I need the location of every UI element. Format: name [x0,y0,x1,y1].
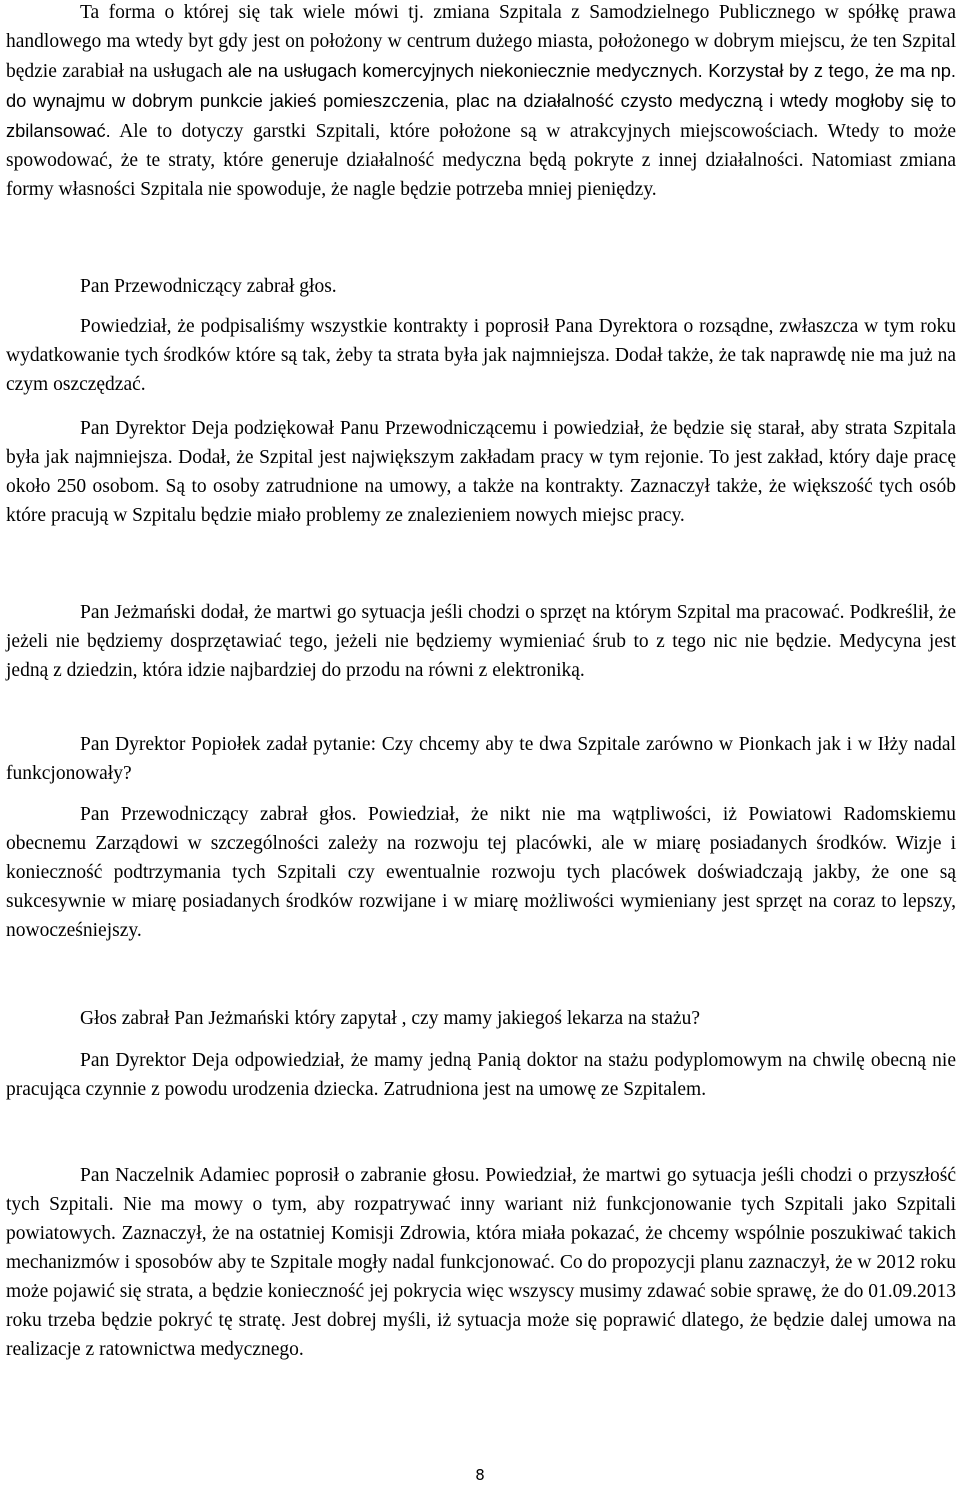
paragraph-jezmanski-question: Głos zabrał Pan Jeżmański który zapytał , czy mamy jakiegoś lekarza na stażu? [80,1008,700,1029]
paragraph-director-popiolek: Pan Dyrektor Popiołek zadał pytanie: Czy chcemy aby te dwa Szpitale zarówno w Pionkach jak i w Iłży nadal funkcjonowały? [6,734,956,784]
p1-part-d: Wtedy to może spowodować, że te straty, które generuje działalność medyczna będą pokryte z innej działalności. Natomiast zmiana formy własności Szpitala nie spowoduje, że nagle będzie potrzeba mniej pieniędzy. [6,121,956,200]
paragraph-jezmanski-equipment: Pan Jeżmański dodał, że martwi go sytuacja jeśli chodzi o sprzęt na którym Szpital ma pracować. Podkreślił, że jeżeli nie będziemy dosprzętawiać tego, jeżeli nie będziemy wymieniać śrub to z tego nic nie będzie. Medycyna jest jedną z dziedzin, która idzie najbardziej do przodu na równi z elektroniką. [6,602,956,681]
paragraph-director-deja-answer: Pan Dyrektor Deja odpowiedział, że mamy jedną Panią doktor na stażu podyplomowym na chwilę obecną nie pracująca czynnie z powodu urodzenia dziecka. Zatrudniona jest na umowę ze Szpitalem. [6,1050,956,1100]
paragraph-director-deja: Pan Dyrektor Deja podziękował Panu Przewodniczącemu i powiedział, że będzie się starał, aby strata Szpitala była jak najmniejsza. Dodał, że Szpital jest największym zakładam pracy w tym rejonie. To jest zakład, który daje pracę około 250 osobom. Są to osoby zatrudnione na umowy, a także na kontrakty. Zaznaczył także, że większość tych osób które pracują w Szpitalu będzie miało problemy ze znalezieniem nowych miejsc pracy. [6,418,956,526]
paragraph-chairman-speaks: Pan Przewodniczący zabrał głos. [80,276,337,297]
p1-part-a: Ta forma o której się tak wiele mówi tj. zmiana Szpitala z Samodzielnego Publicznego w spółkę prawa handlowego ma wtedy byt gdy jest on położony w centrum dużego miasta, położonego w dobrym miejscu, że ten Szpital będzie zarabiał na usługach [6,2,956,82]
p1-part-c: Ale to dotyczy garstki Szpitali, które położone są w atrakcyjnych miejscowościach. [119,121,819,142]
p1-part-b: ale na usługach komercyjnych niekoniecznie medycznych. Korzystał by z tego, że ma np. do wynajmu w dobrym punkcie jakieś pomieszczenia, plac na działalność czysto medyczną i wtedy mogłoby się to zbilansować. [6,60,957,141]
paragraph-adamiec: Pan Naczelnik Adamiec poprosił o zabranie głosu. Powiedział, że martwi go sytuacja jeśli chodzi o przyszłość tych Szpitali. Nie ma mowy o tym, aby rozpatrywać inny wariant niż funkcjonowanie tych Szpitali jako Szpitali powiatowych. Zaznaczył, że na ostatniej Komisji Zdrowia, która miała pokazać, że chcemy wspólnie poszukiwać takich mechanizmów i sposobów aby te Szpitale mogły nadal funkcjonować. Co do propozycji planu zaznaczył, że w 2012 roku może pojawić się strata, a będzie konieczność jej pokrycia więc wszyscy musimy zdawać sobie sprawę, że do 01.09.2013 roku trzeba będzie pokryć tę stratę. Jest dobrej myśli, iż sytuacja może się poprawić dlatego, że będzie dalej umowa na realizacje z ratownictwa medycznego. [6,1165,956,1360]
paragraph-chairman-response: Pan Przewodniczący zabrał głos. Powiedział, że nikt nie ma wątpliwości, iż Powiatowi Radomskiemu obecnemu Zarządowi w szczególności zależy na rozwoju tej placówki, ale w miarę posiadanych środków. Wizje i konieczność podtrzymania tych Szpitali czy ewentualnie rozwoju tych placówek doświadczają jakby, że one są sukcesywnie w miarę posiadanych środków rozwijane i w miarę możliwości wymieniany jest sprzęt na coraz to lepszy, nowocześniejszy. [6,804,956,941]
page-number: 8 [475,1466,485,1484]
paragraph-continuation [6,0,956,204]
paragraph-chairman-statement: Powiedział, że podpisaliśmy wszystkie kontrakty i poprosił Pana Dyrektora o rozsądne, zwłaszcza w tym roku wydatkowanie tych środków które są tak, żeby ta strata była jak najmniejsza. Dodał także, że tak naprawdę nie ma już na czym oszczędzać. [6,316,956,395]
